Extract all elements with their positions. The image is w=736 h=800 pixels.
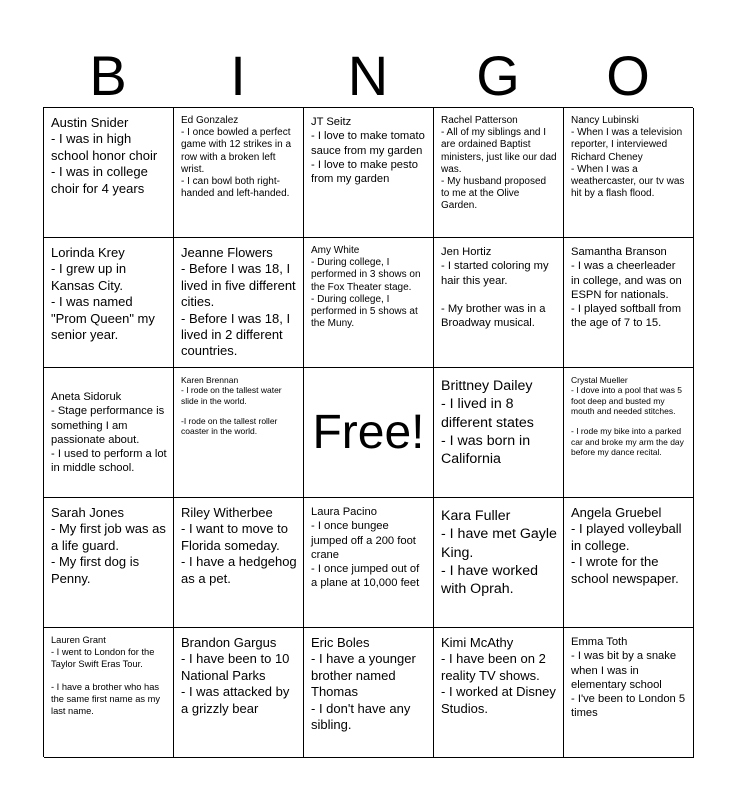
bingo-cell-austin-snider[interactable]: Austin Snider - I was in high school honor choir - I was in college choir for 4 years — [44, 108, 174, 238]
bingo-cell-kara-fuller[interactable]: Kara Fuller - I have met Gayle King. - I have worked with Oprah. — [434, 498, 564, 628]
bingo-cell-samantha-branson[interactable]: Samantha Branson - I was a cheerleader in college, and was on ESPN for nationals. - I played softball from the age of 7 to 15. — [564, 238, 694, 368]
bingo-cell-brittney-dailey[interactable]: Brittney Dailey - I lived in 8 different states - I was born in California — [434, 368, 564, 498]
bingo-cell-free-space[interactable]: Free! — [304, 368, 434, 498]
bingo-cell-brandon-gargus[interactable]: Brandon Gargus - I have been to 10 National Parks - I was attacked by a grizzly bear — [174, 628, 304, 758]
bingo-title — [43, 46, 693, 106]
bingo-cell-emma-toth[interactable]: Emma Toth - I was bit by a snake when I was in elementary school - I've been to London 5 times — [564, 628, 694, 758]
bingo-cell-karen-brennan[interactable]: Karen Brennan - I rode on the tallest water slide in the world. -I rode on the tallest roller coaster in the world. — [174, 368, 304, 498]
bingo-cell-lorinda-krey[interactable]: Lorinda Krey - I grew up in Kansas City. - I was named "Prom Queen" my senior year. — [44, 238, 174, 368]
bingo-grid — [43, 107, 693, 757]
bingo-cell-lauren-grant[interactable]: Lauren Grant - I went to London for the Taylor Swift Eras Tour. - I have a brother who has the same first name as my last name. — [44, 628, 174, 758]
bingo-cell-kimi-mcathy[interactable]: Kimi McAthy - I have been on 2 reality TV shows. - I worked at Disney Studios. — [434, 628, 564, 758]
bingo-cell-laura-pacino[interactable]: Laura Pacino - I once bungee jumped off a 200 foot crane - I once jumped out of a plane at 10,000 feet — [304, 498, 434, 628]
bingo-cell-crystal-mueller[interactable]: Crystal Mueller - I dove into a pool that was 5 foot deep and busted my mouth and needed stitches. - I rode my bike into a parked car and broke my arm the day before my dance recital. — [564, 368, 694, 498]
bingo-cell-sarah-jones[interactable]: Sarah Jones - My first job was as a life guard. - My first dog is Penny. — [44, 498, 174, 628]
bingo-cell-eric-boles[interactable]: Eric Boles - I have a younger brother named Thomas - I don't have any sibling. — [304, 628, 434, 758]
bingo-cell-jeanne-flowers[interactable]: Jeanne Flowers - Before I was 18, I lived in five different cities. - Before I was 18, I lived in 2 different countries. — [174, 238, 304, 368]
bingo-cell-jen-hortiz[interactable]: Jen Hortiz - I started coloring my hair this year. - My brother was in a Broadway musical. — [434, 238, 564, 368]
bingo-cell-amy-white[interactable]: Amy White - During college, I performed in 3 shows on the Fox Theater stage. - During college, I performed in 5 shows at the Muny. — [304, 238, 434, 368]
bingo-cell-jt-seitz[interactable]: JT Seitz - I love to make tomato sauce from my garden - I love to make pesto from my garden — [304, 108, 434, 238]
bingo-cell-riley-witherbee[interactable]: Riley Witherbee - I want to move to Florida someday. - I have a hedgehog as a pet. — [174, 498, 304, 628]
title-letter-i: I — [230, 44, 246, 107]
bingo-cell-ed-gonzalez[interactable]: Ed Gonzalez - I once bowled a perfect game with 12 strikes in a row with a broken left wrist. - I can bowl both right-handed and left-handed. — [174, 108, 304, 238]
title-letter-g: G — [476, 44, 520, 107]
bingo-cell-aneta-sidoruk[interactable]: Aneta Sidoruk - Stage performance is something I am passionate about. - I used to perform a lot in middle school. — [44, 368, 174, 498]
bingo-cell-angela-gruebel[interactable]: Angela Gruebel - I played volleyball in college. - I wrote for the school newspaper. — [564, 498, 694, 628]
title-letter-o: O — [606, 44, 650, 107]
title-letter-b: B — [89, 44, 127, 107]
bingo-cell-nancy-lubinski[interactable]: Nancy Lubinski - When I was a television reporter, I interviewed Richard Cheney - When I was a weathercaster, our tv was hit by a flash flood. — [564, 108, 694, 238]
title-letter-n: N — [347, 44, 389, 107]
bingo-cell-rachel-patterson[interactable]: Rachel Patterson - All of my siblings and I are ordained Baptist ministers, just like our dad was. - My husband proposed to me at the Olive Garden. — [434, 108, 564, 238]
